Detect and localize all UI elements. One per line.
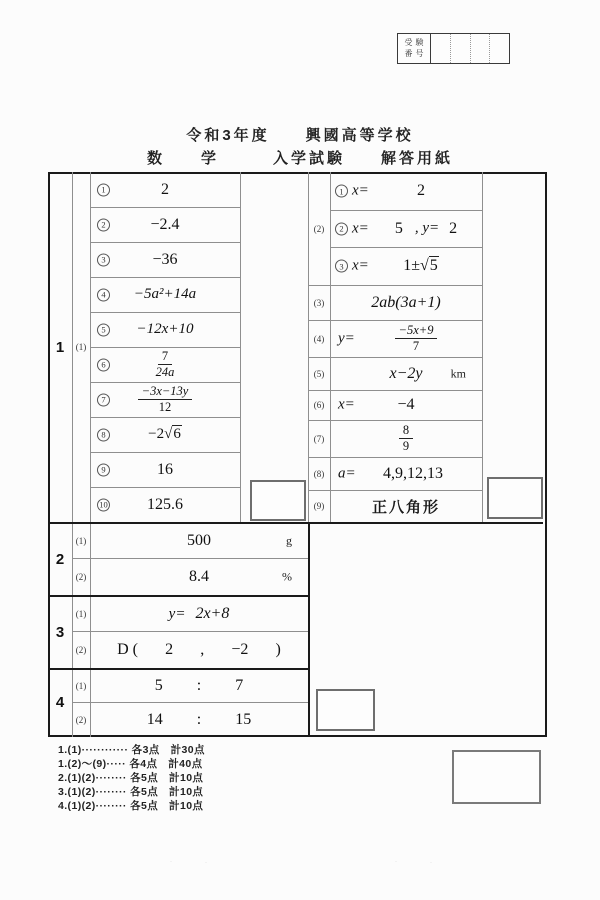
q2-row2-answer (90, 558, 308, 595)
q1-part7-label: (7) (313, 433, 325, 444)
answer-value: −36 (152, 250, 178, 268)
answer-value: 8.4 (189, 567, 209, 585)
answer-value: 125.6 (147, 495, 183, 513)
scan-mark: · (430, 860, 432, 866)
ratio-b: 7 (235, 677, 244, 694)
q1-part2-answer-1 (330, 172, 482, 210)
circled-number-icon: 8 (97, 428, 110, 441)
q3-row2-answer (90, 631, 308, 668)
q1-part9-label: (9) (313, 501, 325, 511)
sheet-title-line2: 数 学 入学試験 解答用紙 (146, 150, 453, 167)
answer-mid: , y= (414, 220, 440, 236)
answer-value: x−2y (389, 364, 423, 382)
answer-value: 正八角形 (371, 498, 440, 516)
answer-lead: x= (352, 182, 369, 199)
ratio-a: 14 (146, 710, 163, 728)
q1-answer-row-4 (90, 277, 240, 312)
grid-line (482, 172, 483, 522)
answer-value: −12x+10 (136, 321, 194, 337)
circled-number-icon: 1 (97, 183, 110, 196)
sqrt-prefix: 1± (403, 257, 420, 274)
answer-value: 2x+8 (195, 605, 230, 622)
scoring-notes (58, 743, 205, 813)
answer-value: 2ab(3a+1) (371, 293, 441, 311)
examinee-number-cell (450, 34, 470, 63)
answer-unit: g (286, 533, 292, 548)
q1-answer-row-5 (90, 312, 240, 347)
point-x: 2 (165, 640, 174, 658)
point-comma: , (200, 640, 205, 658)
sqrt-icon: √ (164, 426, 173, 442)
question-1-part1-label: (1) (75, 342, 87, 352)
q1-right-score-box (487, 477, 543, 519)
answer-lead: x= (352, 257, 369, 274)
q4-row1-answer (90, 670, 308, 702)
question-1-number: 1 (55, 338, 65, 356)
q1-part6-answer (330, 390, 482, 420)
q1-part3-answer (330, 285, 482, 320)
fraction-numerator: 7 (158, 349, 172, 365)
fraction-denominator: 24a (155, 365, 175, 379)
q1-answer-row-7 (90, 382, 240, 417)
sqrt-coefficient: −2 (148, 426, 165, 442)
scan-mark: · (170, 859, 172, 865)
q3-row1-label: (1) (75, 609, 87, 619)
question-3-number: 3 (55, 624, 65, 641)
scoring-line: 2.(1)(2)········ 各5点 計10点 (58, 772, 204, 784)
work-area-score-box (316, 689, 375, 731)
sqrt-icon: √ (420, 257, 429, 274)
sqrt-radicand: 6 (173, 426, 181, 442)
point-y: −2 (231, 640, 249, 658)
section-divider (308, 522, 310, 737)
answer-value: 2 (161, 180, 169, 198)
circled-number-icon: 6 (97, 358, 110, 371)
q1-part2-answer-3 (330, 247, 482, 285)
q1-answer-row-1 (90, 172, 240, 207)
q1-part4-answer (330, 320, 482, 357)
q1-answer-row-3 (90, 242, 240, 277)
fraction-numerator: −3x−13y (138, 384, 193, 400)
ratio-a: 5 (154, 677, 163, 694)
examinee-number-box (397, 33, 510, 64)
answer-value: −2.4 (150, 215, 180, 233)
scan-mark: · (395, 859, 397, 865)
examinee-number-cell (431, 34, 450, 63)
circled-number-icon: 2 (97, 218, 110, 231)
answer-value: −4 (397, 396, 415, 413)
circled-number-icon: 2 (335, 222, 348, 235)
sqrt-radicand: 5 (429, 257, 438, 274)
scan-mark: · (205, 860, 207, 866)
total-score-box (452, 750, 541, 804)
q1-part6-label: (6) (313, 400, 325, 410)
ratio-colon: : (196, 677, 202, 694)
answer-lead: x= (352, 220, 369, 236)
q3-row1-answer (90, 597, 308, 631)
answer-value (148, 426, 182, 443)
fraction-denominator: 9 (402, 439, 410, 453)
scoring-line: 3.(1)(2)········ 各5点 計10点 (58, 786, 204, 798)
circled-number-icon: 4 (97, 288, 110, 301)
answer-fraction (138, 384, 193, 415)
q2-row1-label: (1) (75, 536, 87, 546)
scoring-line: 4.(1)(2)········ 各5点 計10点 (58, 800, 204, 812)
fraction-numerator: 8 (399, 423, 413, 439)
q1-part8-label: (8) (313, 468, 325, 479)
circled-number-icon: 3 (335, 260, 348, 273)
q4-row2-answer (90, 702, 308, 737)
q1-part2-answer-2 (330, 210, 482, 247)
circled-number-icon: 7 (97, 393, 110, 406)
q1-part5-label: (5) (313, 368, 325, 379)
q1-part8-answer (330, 457, 482, 490)
answer-value: 500 (187, 532, 211, 549)
point-close: ) (275, 640, 281, 658)
grid-line (240, 172, 241, 522)
answer-lead: x= (338, 396, 355, 413)
q2-row1-answer (90, 524, 308, 558)
answer-value (403, 257, 439, 275)
scoring-line: 1.(1)············ 各3点 計30点 (58, 744, 205, 756)
ratio-colon: : (196, 710, 202, 728)
circled-number-icon: 5 (97, 323, 110, 336)
q1-part2-label: (2) (313, 223, 325, 234)
q1-part5-answer (330, 357, 482, 390)
q2-row2-label: (2) (75, 571, 87, 582)
answer-fraction (152, 349, 179, 380)
circled-number-icon: 10 (97, 498, 110, 511)
answer-lead: y= (338, 330, 355, 346)
q1-part7-answer (330, 420, 482, 457)
q3-row2-label: (2) (75, 644, 87, 655)
answer-unit: % (282, 569, 292, 583)
fraction-denominator: 12 (158, 400, 172, 414)
examinee-number-cell (470, 34, 490, 63)
answer-value: −5a²+14a (133, 286, 197, 302)
answer-fraction (399, 423, 413, 454)
q1-answer-row-10 (90, 487, 240, 522)
answer-lead: a= (338, 465, 356, 481)
q1-part4-label: (4) (313, 333, 325, 344)
answer-value: 2 (417, 182, 425, 199)
question-4-number: 4 (55, 694, 65, 711)
point-open: D ( (117, 640, 139, 658)
circled-number-icon: 1 (335, 185, 348, 198)
q1-answer-row-8 (90, 417, 240, 452)
scoring-line: 1.(2)〜(9)····· 各4点 計40点 (58, 758, 203, 770)
answer-value: 4,9,12,13 (383, 464, 443, 482)
answer-lead: y= (168, 605, 186, 622)
fraction-numerator: −5x+9 (395, 323, 438, 339)
answer-fraction (395, 323, 438, 354)
examinee-number-cell (489, 34, 509, 63)
answer-value-x: 5 (394, 219, 403, 237)
q1-part3-label: (3) (313, 297, 325, 308)
examinee-number-label-line2: 番号 (404, 48, 427, 58)
examinee-number-label-line1: 受験 (404, 37, 427, 47)
q1-part9-answer (330, 490, 482, 522)
answer-unit: km (450, 366, 466, 380)
examinee-number-label (398, 34, 431, 63)
circled-number-icon: 3 (97, 253, 110, 266)
answer-value: 16 (157, 460, 173, 478)
circled-number-icon: 9 (97, 463, 110, 476)
q1-answer-row-9 (90, 452, 240, 487)
q1-left-score-box (250, 480, 306, 521)
sheet-title-line1: 令和3年度 興國高等学校 (186, 127, 414, 144)
q1-answer-row-6 (90, 347, 240, 382)
ratio-b: 15 (235, 710, 252, 728)
question-2-number: 2 (55, 551, 65, 568)
answer-value-y: 2 (449, 219, 458, 237)
q1-answer-row-2 (90, 207, 240, 242)
fraction-denominator: 7 (412, 339, 420, 353)
q4-row2-label: (2) (75, 714, 87, 725)
q4-row1-label: (1) (75, 681, 87, 691)
